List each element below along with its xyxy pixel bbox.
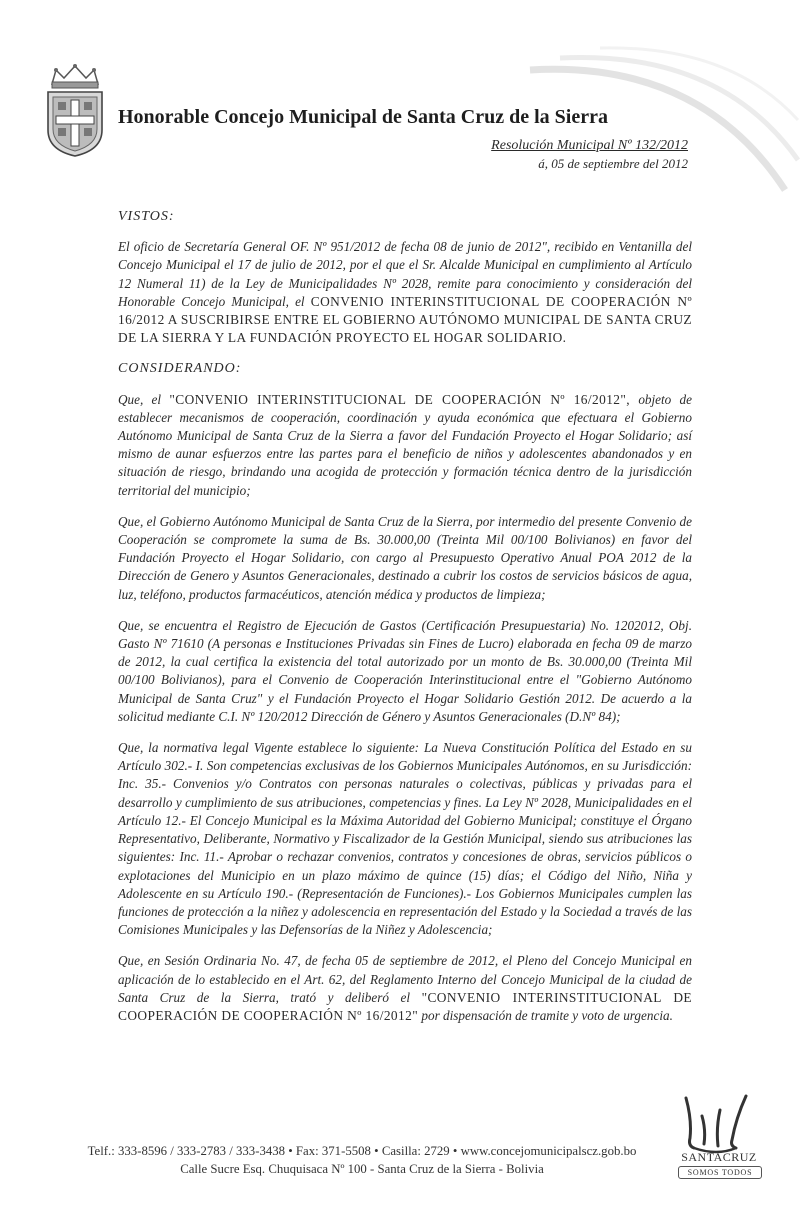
considerando-paragraph-2: Que, el Gobierno Autónomo Municipal de Santa Cruz de la Sierra, por intermedio del presente Convenio de Cooperación se compromete la suma de Bs. 30.000,00 (Treinta Mil 00/100 Bolivianos) en favor del Fundación Proyecto el Hogar Solidario, con cargo al Presupuesto Operativo Anual POA 2012 de la Dirección de Genero y Asuntos Generacionales, destinado a cubrir los costos de servicios básicos de agua, luz, teléfono, productos farmacéuticos, atención médica y productos de limpieza; <box>118 513 692 602</box>
p5-tail: por dispensación de tramite y voto de urgencia. <box>421 1007 673 1023</box>
considerando-paragraph-3: Que, se encuentra el Registro de Ejecución de Gastos (Certificación Presupuestaria) No. 1202012, Obj. Gasto Nº 71610 (A personas e Instituciones Privadas sin Fines de Lucro) elaborada en fecha 09 de marzo de 2012, la cual certifica la existencia del total autorizado por un monto de Bs. 30.000,00 (Treinta Mil 00/100 Bolivianos), para el Convenio de Cooperación Interinstitucional entre el "Gobierno Autónomo Municipal de Santa Cruz" y el Fundación Proyecto el Hogar Solidario Gestión 2012. De acuerdo a la solicitud mediante C.I. Nº 120/2012 Dirección de Género y Asuntos Generacionales (D.Nº 84); <box>118 617 692 724</box>
logo-name: SANTACRUZ <box>681 1150 757 1164</box>
logo-slogan: SOMOS TODOS <box>678 1166 762 1179</box>
resolution-number: Resolución Municipal Nº 132/2012 <box>491 138 688 153</box>
coat-of-arms-icon <box>44 62 106 158</box>
vistos-heading: VISTOS: <box>118 209 175 224</box>
p5-text: Que, en Sesión Ordinaria No. 47, de fecha 05 de septiembre de 2012, el Pleno del Concejo Municipal en aplicación de lo establecido en el Art. 62, del Reglamento Interno del Concejo Municipal de la ciudad de Santa Cruz de la Sierra, trató y deliberó el <box>118 953 692 1005</box>
footer-address: Calle Sucre Esq. Chuquisaca Nº 100 - Santa Cruz de la Sierra - Bolivia <box>180 1162 544 1176</box>
considerando-paragraph-5 <box>118 952 692 1025</box>
p1-lead: Que, el <box>118 391 162 407</box>
resolution-date: á, 05 de septiembre del 2012 <box>538 156 688 171</box>
considerando-paragraph-4: Que, la normativa legal Vigente establece lo siguiente: La Nueva Constitución Política del Estado en su Artículo 302.- I. Son competencias exclusivas de los Gobiernos Municipales Autónomos, en su Jurisdicción: Inc. 35.- Convenios y/o Contratos con personas naturales o colectivas, públicas y privadas para el desarrollo y cumplimiento de sus atribuciones, competencias y fines. La Ley Nº 2028, Municipalidades en el Artículo 12.- El Concejo Municipal es la Máxima Autoridad del Gobierno Municipal; constituye el Órgano Representativo, Deliberante, Normativo y Fiscalizador de la Gestión Municipal, siendo sus atribuciones las siguientes: Inc. 11.- Aprobar o rechazar convenios, contratos y concesiones de obras, servicios públicos o explotaciones del Municipio en un plazo máximo de quince (15) días; el Código del Niño, Niña y Adolescente en su Artículo 190.- (Representación de Funciones).- Los Gobiernos Municipales cumplen las funciones de protección a la niñez y adolescencia en representación del Estado y la Sociedad a través de las Comisiones Municipales y las Defensorías de la Niñez y Adolescencia; <box>118 740 692 938</box>
p5-caps: "CONVENIO INTERINSTITUCIONAL DE COOPERACIÓN DE COOPERACIÓN Nº 16/2012" <box>118 989 693 1023</box>
p1-text: objeto de establecer mecanismos de cooperación, coordinación y ayuda económica que efectuara el Gobierno Autónomo Municipal de Santa Cruz de la Sierra a favor del Fundación Proyecto el Hogar Solidario; así mismo de aunar esfuerzos entre las partes para el beneficio de niños y adolescentes abandonados y en situación de riesgo, brindando una acogida de protección y formación técnica dentro de la jurisdicción territorial del municipio; <box>118 391 693 498</box>
organization-name: Honorable Concejo Municipal de Santa Cruz de la Sierra <box>118 106 608 128</box>
p1-caps: "CONVENIO INTERINSTITUCIONAL DE COOPERACIÓN Nº 16/2012", <box>169 391 631 407</box>
considerando-heading: CONSIDERANDO: <box>118 361 242 377</box>
vistos-caps: CONVENIO INTERINSTITUCIONAL DE COOPERACIÓN Nº 16/2012 A SUSCRIBIRSE ENTRE EL GOBIERNO AUTÓNOMO MUNICIPAL DE SANTA CRUZ DE LA SIERRA Y LA FUNDACIÓN PROYECTO EL HOGAR SOLIDARIO. <box>118 293 693 346</box>
considerando-paragraph-1 <box>118 391 692 500</box>
vistos-text: El oficio de Secretaría General OF. Nº 951/2012 de fecha 08 de junio de 2012", recibido en Ventanilla del Concejo Municipal el 17 de julio de 2012, por el que el Sr. Alcalde Municipal en cumplimiento al Artículo 12 Numeral 11) de la Ley de Municipalidades Nº 2028, remite para conocimiento y consideración del Honorable Concejo Municipal, el <box>118 239 692 309</box>
vistos-paragraph <box>118 238 692 347</box>
footer <box>52 1142 672 1178</box>
footer-contact: Telf.: 333-8596 / 333-2783 / 333-3438 • Fax: 371-5508 • Casilla: 2729 • www.concejomunicipalscz.gob.bo <box>87 1144 637 1158</box>
decorative-swoosh-icon <box>520 40 800 210</box>
document-body <box>118 208 692 1038</box>
